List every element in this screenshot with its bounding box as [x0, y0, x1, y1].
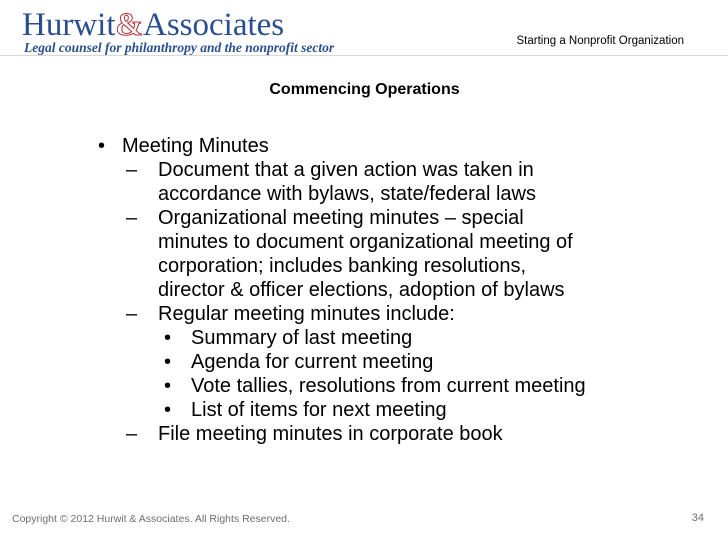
- logo-wordmark: [22, 6, 284, 44]
- bullet-meeting-minutes: [88, 134, 688, 158]
- page-number: 34: [691, 512, 704, 524]
- subsubitem: [88, 374, 688, 398]
- logo-name-part1: Hurwit: [22, 7, 116, 43]
- subitem-file-minutes: [88, 422, 688, 446]
- dash-marker: –: [126, 303, 138, 325]
- subsubitem: [88, 398, 688, 422]
- slide-body: [88, 134, 688, 446]
- bullet-marker: •: [164, 399, 172, 421]
- subitem-line: Document that a given action was taken in: [158, 159, 534, 181]
- header-divider: [0, 55, 728, 56]
- subitem-line: Regular meeting minutes include:: [158, 303, 455, 325]
- subsubitem: [88, 326, 688, 350]
- dash-marker: –: [126, 207, 138, 229]
- subitem-line: corporation; includes banking resolutions,: [158, 255, 526, 277]
- dash-marker: –: [126, 423, 138, 445]
- subitem-line: Organizational meeting minutes – special: [158, 207, 524, 229]
- subitem-regular-minutes: [88, 302, 688, 326]
- subsubitem-text: List of items for next meeting: [191, 399, 447, 421]
- subitem-line: director & officer elections, adoption of bylaws: [158, 279, 565, 301]
- bullet-marker: •: [164, 375, 172, 397]
- logo-ampersand: &: [115, 7, 143, 43]
- logo-name-part2: Associates: [143, 7, 285, 43]
- bullet-marker: •: [164, 327, 172, 349]
- dash-marker: –: [126, 159, 138, 181]
- subsubitem-text: Summary of last meeting: [191, 327, 413, 349]
- hurwit-associates-logo: [22, 6, 335, 62]
- slide-title-text: Commencing Operations: [269, 81, 460, 98]
- subsubitem: [88, 350, 688, 374]
- subsubitem-text: Agenda for current meeting: [191, 351, 434, 373]
- section-label: Starting a Nonprofit Organization: [516, 35, 684, 47]
- subitem-organizational-minutes: [88, 206, 688, 302]
- logo-tagline: Legal counsel for philanthropy and the nonprofit sector: [24, 40, 335, 55]
- bullet-text: Meeting Minutes: [122, 135, 269, 157]
- slide-title: [0, 80, 728, 100]
- subitem-line: minutes to document organizational meeting of: [158, 231, 573, 253]
- bullet-marker: •: [98, 135, 106, 157]
- subitem-line: File meeting minutes in corporate book: [158, 423, 503, 445]
- copyright-notice: Copyright © 2012 Hurwit & Associates. All Rights Reserved.: [12, 513, 290, 525]
- subitem-document-action: [88, 158, 688, 206]
- subsubitem-text: Vote tallies, resolutions from current meeting: [191, 375, 586, 397]
- bullet-marker: •: [164, 351, 172, 373]
- subitem-line: accordance with bylaws, state/federal laws: [158, 183, 536, 205]
